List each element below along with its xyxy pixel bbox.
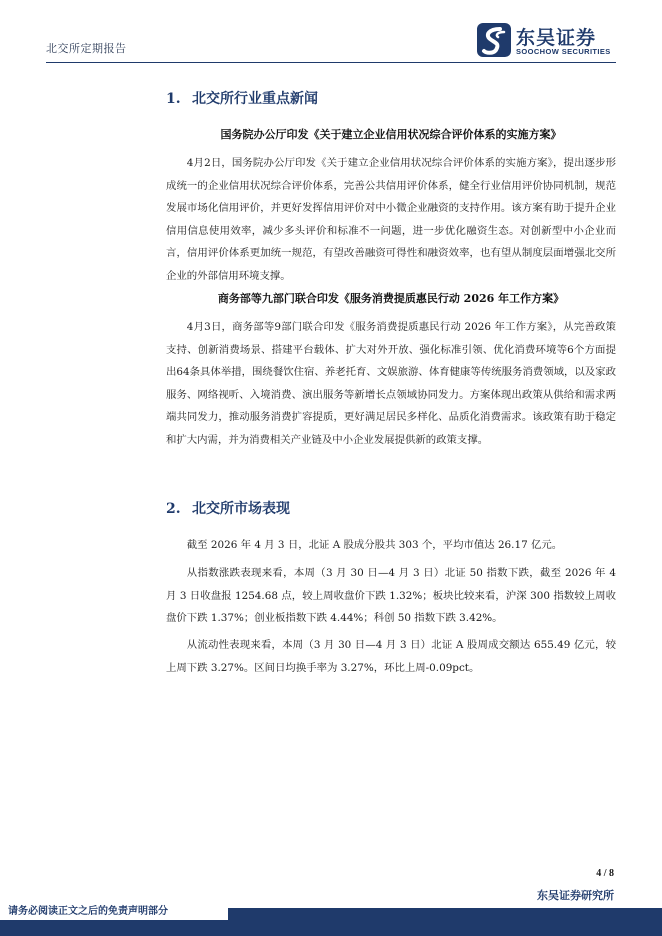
market-paragraph-2: 从指数涨跌表现来看，本周（3 月 30 日—4 月 3 日）北证 50 指数下跌，截至 2026 年 4 月 3 日收盘报 1254.68 点，较上周收盘价下跌 1.32%；板块比较来看，沪深 300 指数较上周收盘价下跌 1.37%；创业板指数下跌 4.44%；科创 50 指数下跌 3.42%。 [166,567,616,624]
logo-text-en: SOOCHOW SECURITIES [516,47,611,56]
logo-text-cn: 东吴证券 [516,27,597,49]
section-2-heading: 北交所市场表现 [192,501,290,517]
section-2-number: 2. [166,501,181,517]
section-1-heading: 北交所行业重点新闻 [192,91,318,107]
report-type-label: 北交所定期报告 [46,42,127,55]
section-1-number: 1. [166,91,181,107]
news-1-title: 国务院办公厅印发《关于建立企业信用状况综合评价体系的实施方案》 [220,128,562,141]
market-paragraph-1: 截至 2026 年 4 月 3 日，北证 A 股成分股共 303 个，平均市值达 26.17 亿元。 [186,539,563,551]
page-number: 4 / 8 [596,868,614,879]
market-paragraph-3: 从流动性表现来看，本周（3 月 30 日—4 月 3 日）北证 A 股周成交额达 655.49 亿元，较上周下跌 3.27%。区间日均换手率为 3.27%，环比上周-0.09pct。 [166,639,616,674]
section-2-title [166,498,290,518]
soochow-logo-icon [476,22,512,58]
footer-disclaimer: 请务必阅读正文之后的免责声明部分 [0,896,228,920]
news-2-body: 4月3日，商务部等9部门联合印发《服务消费提质惠民行动 2026 年工作方案》，从完善政策支持、创新消费场景、搭建平台载体、扩大对外开放、强化标准引领、优化消费环境等6个方面提出64条具体举措，围绕餐饮住宿、养老托育、文娱旅游、体育健康等传统服务消费领域，以及家政服务、网络视听、入境消费、演出服务等新增长点领域协同发力。方案体现出政策从供给和需求两端共同发力，推动服务消费扩容提质，更好满足居民多样化、品质化消费需求。该政策有助于稳定和扩大内需，并为消费相关产业链及中小企业发展提供新的政策支撑。 [166,321,616,446]
company-logo [476,20,626,60]
news-1-body: 4月2日，国务院办公厅印发《关于建立企业信用状况综合评价体系的实施方案》，提出逐步形成统一的企业信用状况综合评价体系，完善公共信用评价体系，健全行业信用评价协同机制，规范发展市场化信用评价，并更好发挥信用评价对中小微企业融资的支持作用。该方案有助于提升企业信用信息使用效率，减少多头评价和标准不一问题，进一步优化融资生态。对创新型中小企业而言，信用评价体系更加统一规范，有望改善融资可得性和融资效率，也有望从制度层面增强北交所企业的外部信用环境支撑。 [166,157,616,282]
section-1-title [166,88,318,108]
header-divider [46,62,616,63]
news-2-title: 商务部等九部门联合印发《服务消费提质惠民行动 2026 年工作方案》 [217,292,565,305]
footer-institute: 东吴证券研究所 [537,889,614,902]
